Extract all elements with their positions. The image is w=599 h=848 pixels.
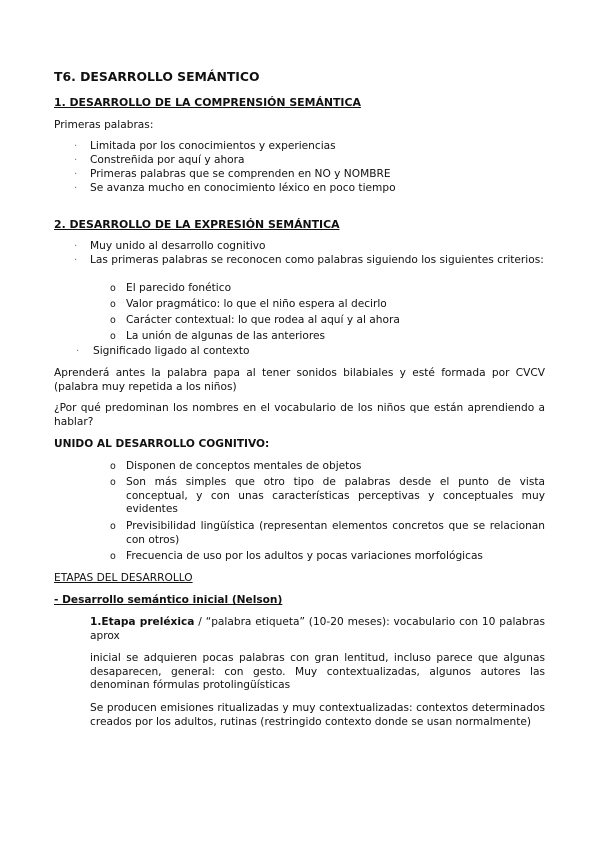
circle-bullet-icon: o bbox=[110, 315, 116, 326]
paragraph: Aprenderá antes la palabra papa al tener sonidos bilabiales y esté formada por CVCV (palabra muy repetida a los niños) bbox=[54, 367, 545, 393]
circle-bullet-icon: o bbox=[110, 551, 116, 562]
circle-bullet-icon: o bbox=[110, 477, 116, 488]
cognitive-heading: UNIDO AL DESARROLLO COGNITIVO: bbox=[54, 438, 270, 450]
bullet-icon: · bbox=[74, 183, 78, 194]
section-1-intro: Primeras palabras: bbox=[54, 119, 154, 131]
paragraph: Se producen emisiones ritualizadas y muy contextualizadas: contextos determinados creados por los adultos, rutinas (restringido contexto donde se usan normalmente) bbox=[90, 702, 545, 728]
bullet-icon: · bbox=[74, 255, 78, 266]
stages-heading: ETAPAS DEL DESARROLLO bbox=[54, 572, 193, 584]
bullet-icon: · bbox=[74, 241, 78, 252]
bullet-icon: · bbox=[74, 169, 78, 180]
bullet-icon: · bbox=[76, 346, 80, 357]
stage-1-label: 1.Etapa preléxica bbox=[90, 616, 195, 628]
circle-bullet-icon: o bbox=[110, 461, 116, 472]
circle-bullet-icon: o bbox=[110, 521, 116, 532]
section-1-heading: 1. DESARROLLO DE LA COMPRENSIÓN SEMÁNTICA bbox=[54, 96, 361, 109]
document-title: T6. DESARROLLO SEMÁNTICO bbox=[54, 69, 260, 84]
stage-1-paragraph: 1.Etapa preléxica / “palabra etiqueta” (10-20 meses): vocabulario con 10 palabras aprox bbox=[90, 616, 545, 642]
circle-bullet-icon: o bbox=[110, 283, 116, 294]
section-2-heading: 2. DESARROLLO DE LA EXPRESIÓN SEMÁNTICA bbox=[54, 218, 340, 231]
circle-bullet-icon: o bbox=[110, 299, 116, 310]
bullet-icon: · bbox=[74, 155, 78, 166]
circle-bullet-icon: o bbox=[110, 331, 116, 342]
paragraph: inicial se adquieren pocas palabras con gran lentitud, incluso parece que algunas desaparecen, general: con gesto. Muy contextualizadas, algunos autores las denominan fórmulas protolingüísticas bbox=[90, 652, 545, 692]
paragraph: ¿Por qué predominan los nombres en el vocabulario de los niños que están aprendiendo a hablar? bbox=[54, 402, 545, 428]
bullet-icon: · bbox=[74, 141, 78, 152]
stages-subheading: - Desarrollo semántico inicial (Nelson) bbox=[54, 594, 283, 606]
